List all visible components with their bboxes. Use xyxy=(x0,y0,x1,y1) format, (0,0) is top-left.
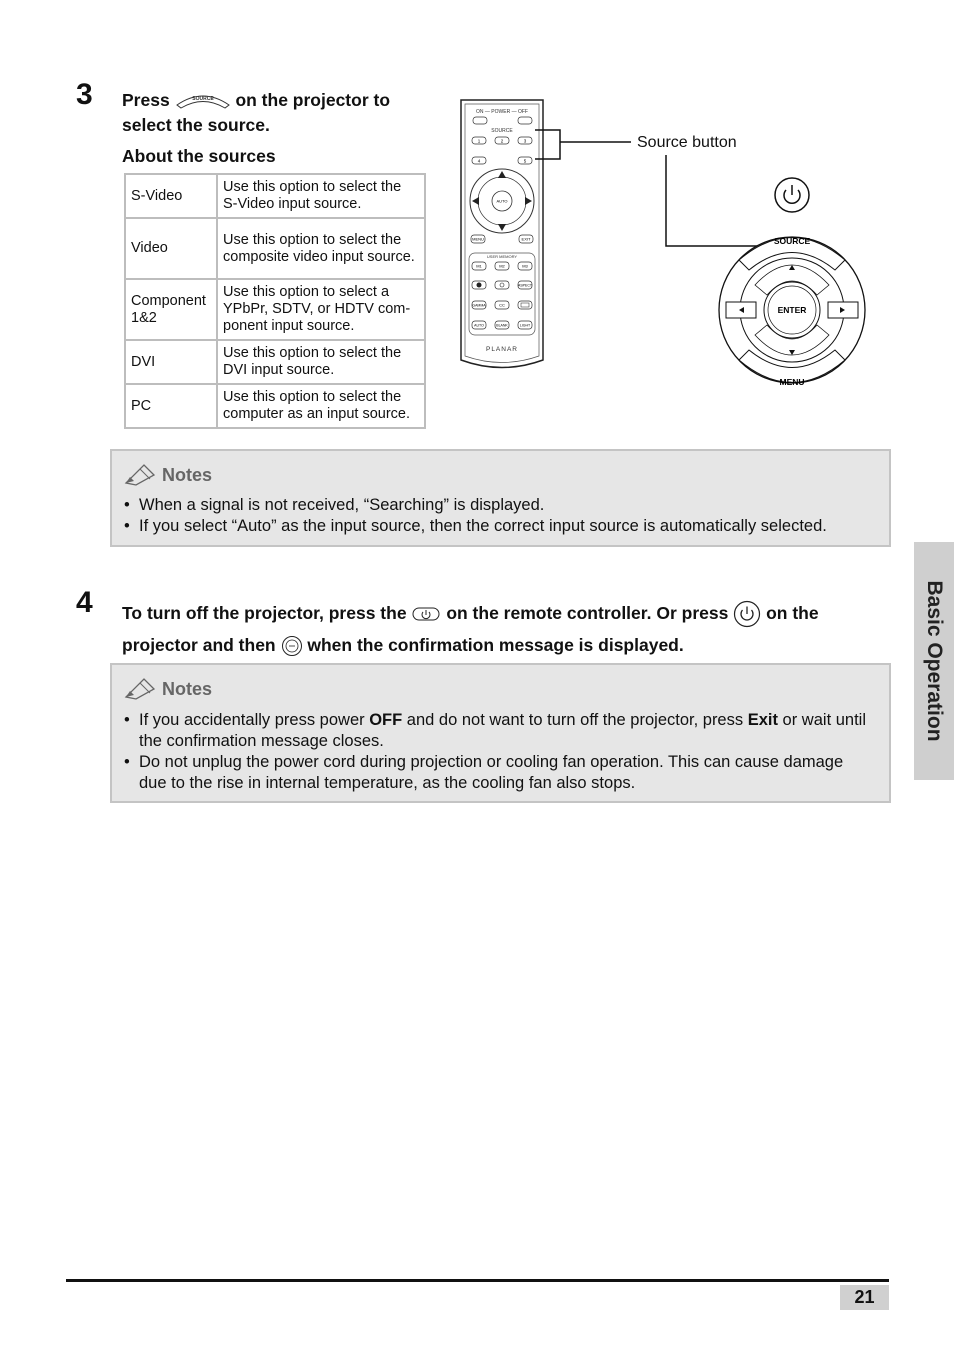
source-name: DVI xyxy=(125,340,217,384)
notes-box-2 xyxy=(110,663,891,803)
notes-title-2: Notes xyxy=(124,677,212,701)
table-row xyxy=(125,384,425,428)
enter-button-icon xyxy=(281,635,303,657)
source-name: Video xyxy=(125,218,217,279)
source-key-label: SOURCE xyxy=(191,96,214,103)
panel-menu-label: MENU xyxy=(779,377,805,387)
svg-text:GAMMA: GAMMA xyxy=(472,303,486,308)
panel-enter-label: ENTER xyxy=(777,305,807,315)
source-desc: Use this option to select the S-Video input source. xyxy=(217,174,425,218)
remote-source-label: SOURCE xyxy=(491,128,513,134)
step-3-number: 3 xyxy=(76,78,93,111)
svg-text:1: 1 xyxy=(477,138,481,144)
svg-text:BLANK: BLANK xyxy=(496,323,508,328)
table-row xyxy=(125,174,425,218)
source-name: Component 1&2 xyxy=(125,279,217,340)
svg-text:CC: CC xyxy=(499,302,505,308)
projector-control-panel xyxy=(719,178,865,387)
step-4-instruction: To turn off the projector, press the on the remote controller. Or press on the projector and then when the confirmation message is displayed. xyxy=(122,597,892,661)
remote-dpad xyxy=(470,169,534,233)
step-3-instruction xyxy=(122,88,432,138)
source-desc: Use this option to select the DVI input source. xyxy=(217,340,425,384)
svg-text:3: 3 xyxy=(523,138,527,144)
step-3-rest: on the projector to xyxy=(235,90,391,110)
notes-list-1 xyxy=(124,495,875,537)
step-3-press: Press xyxy=(122,90,170,110)
table-row xyxy=(125,218,425,279)
remote-menu-key: MENU xyxy=(472,236,484,242)
remote-user-memory-label: USER MEMORY xyxy=(486,254,518,259)
remote-brand-logo: PLANAR xyxy=(485,346,519,353)
notes-list-2 xyxy=(124,710,875,794)
source-name: S-Video xyxy=(125,174,217,218)
pencil-note-icon xyxy=(124,463,156,487)
table-row xyxy=(125,340,425,384)
remote-auto-key: AUTO xyxy=(496,198,508,204)
svg-text:M1: M1 xyxy=(476,263,482,269)
sources-table xyxy=(124,173,426,429)
remote-on-key xyxy=(473,117,487,124)
pencil-note-icon xyxy=(124,677,156,701)
about-sources-title: About the sources xyxy=(122,146,276,166)
source-desc: Use this option to select the composite video input source. xyxy=(217,218,425,279)
list-item: • Do not unplug the power cord during projection or cooling fan operation. This can cause damage due to the rise in internal temperature, as the cooling fan also stops. xyxy=(124,752,875,794)
list-item: • If you select “Auto” as the input source, then the correct input source is automatically selected. xyxy=(124,516,875,537)
footer-rule xyxy=(66,1279,889,1282)
svg-text:ASPECT: ASPECT xyxy=(517,283,533,288)
notes-box-1 xyxy=(110,449,891,547)
svg-text:4: 4 xyxy=(477,158,481,164)
step-4-number: 4 xyxy=(76,586,93,619)
panel-source-label: SOURCE xyxy=(773,236,811,246)
svg-text:M2: M2 xyxy=(499,263,505,269)
svg-text:AUTO: AUTO xyxy=(474,323,484,328)
svg-text:LIGHT: LIGHT xyxy=(519,323,531,328)
remote-control xyxy=(461,100,543,368)
remote-and-panel-figure xyxy=(455,95,895,395)
step-3-line2: select the source. xyxy=(122,115,270,135)
list-item: • When a signal is not received, “Searching” is displayed. xyxy=(124,495,875,516)
svg-text:2: 2 xyxy=(500,138,504,144)
power-icon xyxy=(733,600,761,628)
section-side-tab xyxy=(914,542,954,780)
remote-power-label: ON — POWER — OFF xyxy=(476,109,528,115)
remote-off-key xyxy=(518,117,532,124)
source-desc: Use this option to select the computer as an input source. xyxy=(217,384,425,428)
notes-title-1: Notes xyxy=(124,463,212,487)
source-name: PC xyxy=(125,384,217,428)
svg-text:5: 5 xyxy=(523,158,527,164)
section-side-tab-label: Basic Operation xyxy=(923,580,946,742)
source-desc: Use this option to select a YPbPr, SDTV, or HDTV com-ponent input source. xyxy=(217,279,425,340)
page-number: 21 xyxy=(840,1285,889,1310)
source-button-callout: Source button xyxy=(637,134,737,151)
remote-exit-key: EXIT xyxy=(521,236,531,242)
source-key-icon xyxy=(175,91,231,111)
table-row xyxy=(125,279,425,340)
list-item: • If you accidentally press power OFF and do not want to turn off the projector, press Exit or wait until the confirmation message closes. xyxy=(124,710,875,752)
remote-power-key-icon xyxy=(411,605,441,623)
svg-text:M3: M3 xyxy=(522,263,528,269)
